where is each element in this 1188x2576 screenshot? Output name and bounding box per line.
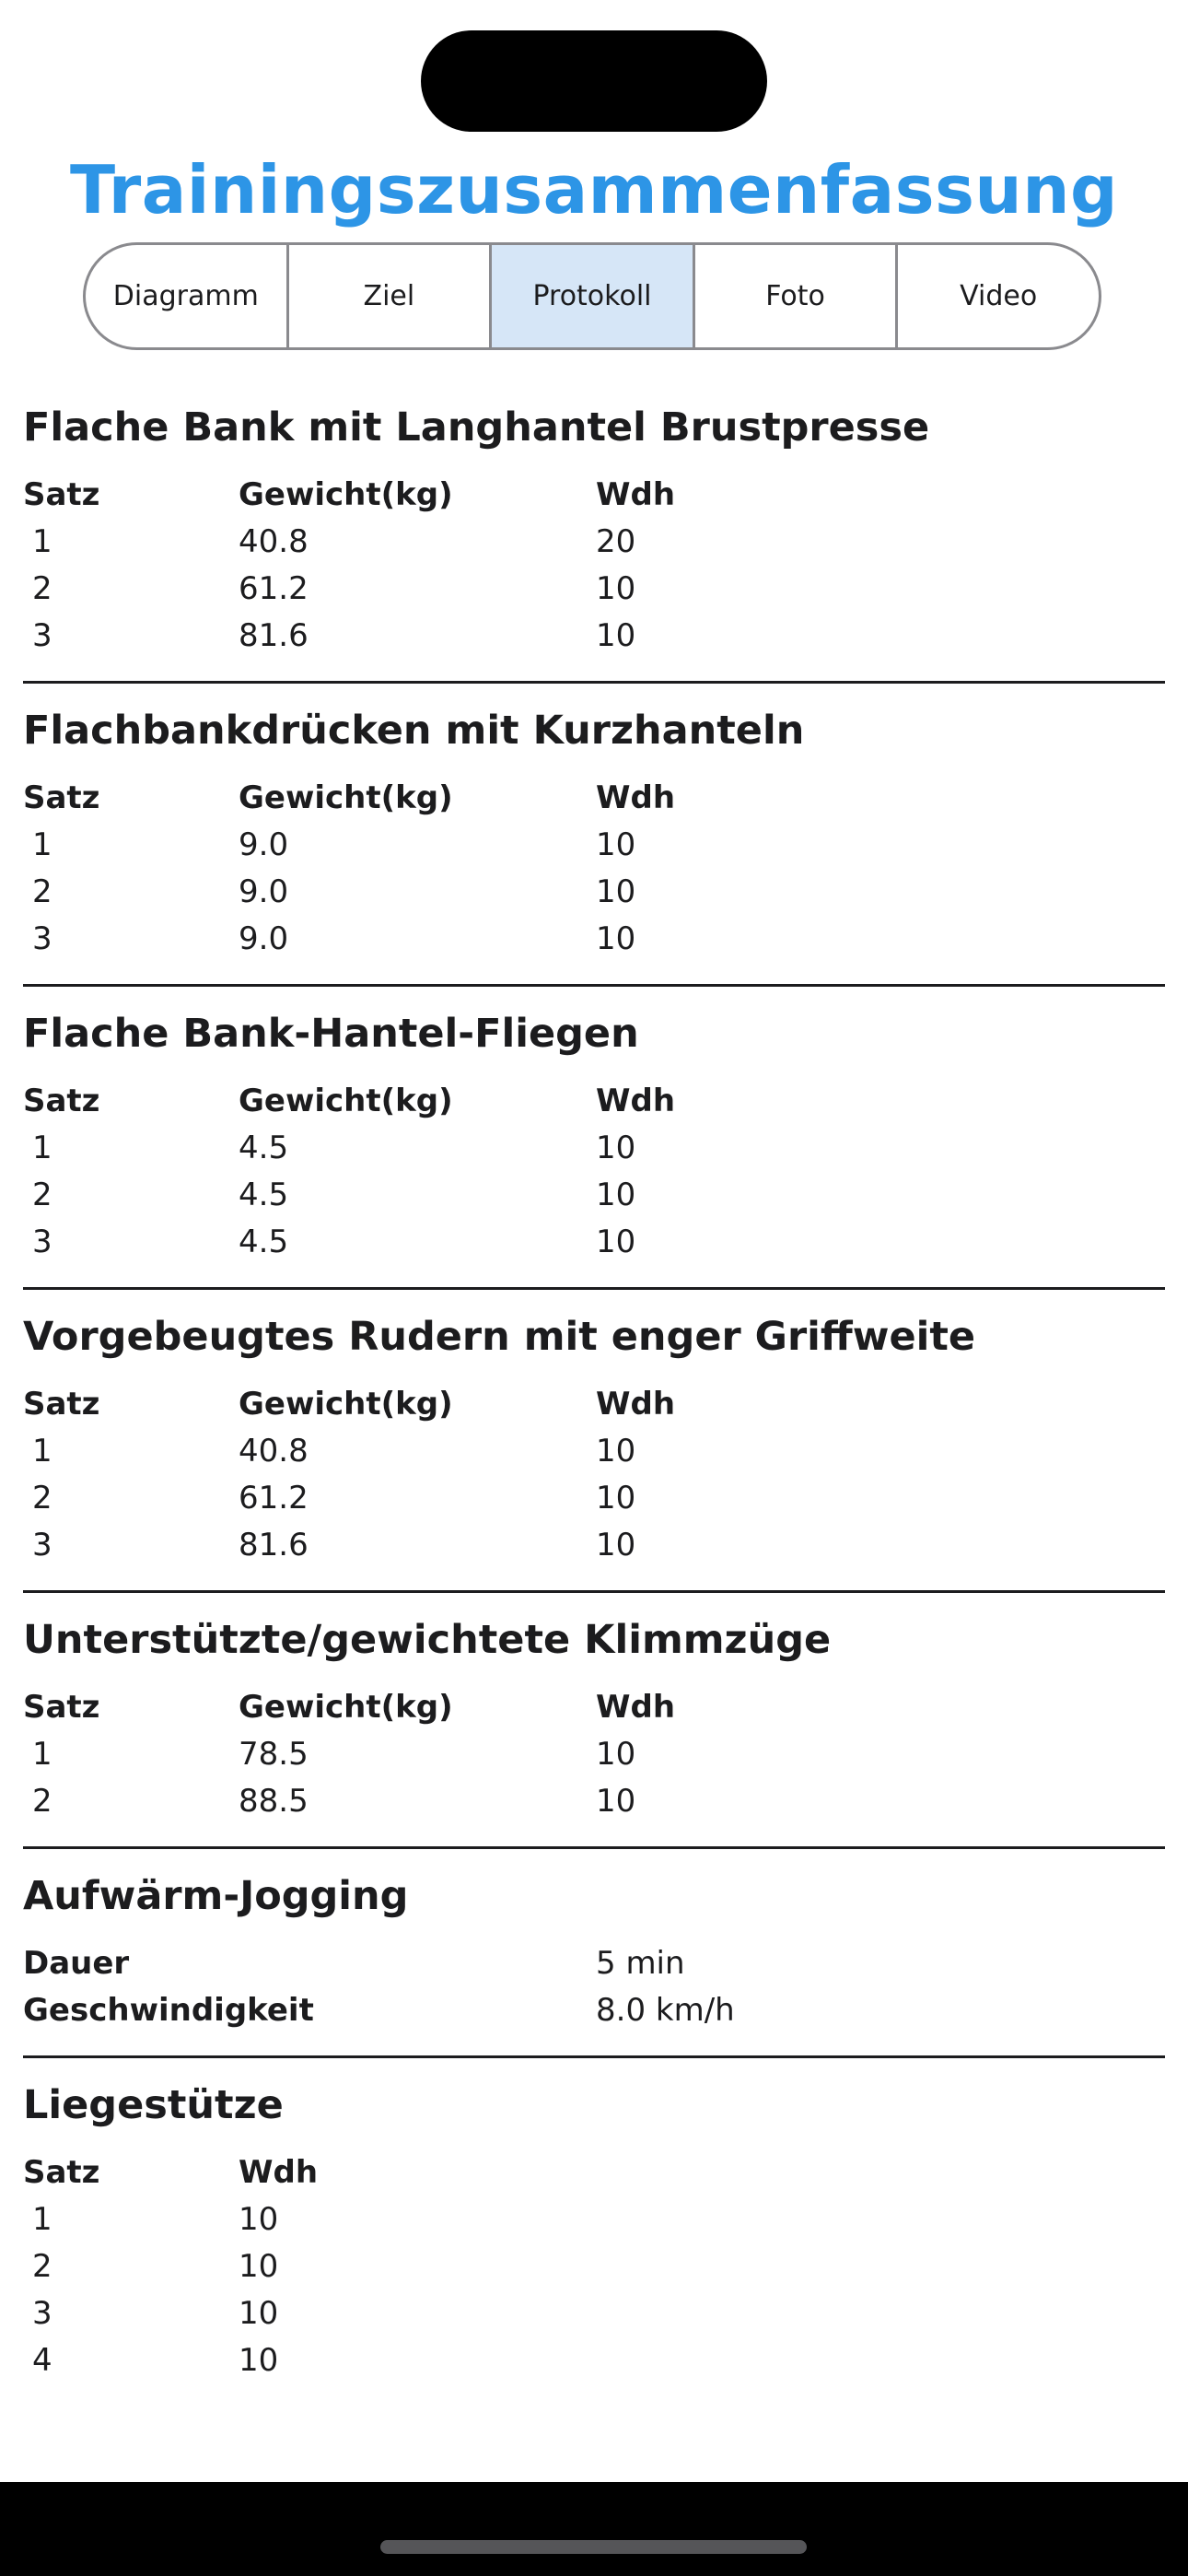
- set-number: 1: [32, 522, 52, 560]
- set-number: 1: [32, 1735, 52, 1773]
- set-number: 2: [32, 872, 52, 910]
- header-set: Satz: [23, 1082, 100, 1119]
- table-row: [23, 2242, 1165, 2289]
- set-reps: 10: [596, 1432, 636, 1469]
- set-weight: 61.2: [239, 1479, 309, 1516]
- set-number: 1: [32, 1129, 52, 1166]
- table-row: [23, 1427, 1165, 1474]
- table-header: [23, 2149, 1165, 2195]
- set-reps: 10: [596, 919, 636, 957]
- table-row: [23, 1521, 1165, 1568]
- set-number: 2: [32, 1479, 52, 1516]
- exercise-section: [23, 1007, 1165, 1290]
- speed-label: Geschwindigkeit: [23, 1991, 314, 2029]
- page-title: Trainingszusammenfassung: [70, 151, 1118, 228]
- set-weight: 78.5: [239, 1735, 309, 1773]
- bottom-bar: [0, 2482, 1188, 2576]
- table-row: [23, 1730, 1165, 1777]
- workout-log: [23, 392, 1165, 2404]
- table-header: [23, 774, 1165, 821]
- table-row: [23, 2195, 1165, 2242]
- tab-foto[interactable]: Foto: [695, 245, 899, 347]
- set-weight: 88.5: [239, 1782, 309, 1820]
- exercise-title: Aufwärm-Jogging: [23, 1873, 409, 1919]
- table-row: [23, 915, 1165, 962]
- table-row: [23, 2336, 1165, 2383]
- speed-row: [23, 1986, 1165, 2033]
- set-weight: 4.5: [239, 1129, 289, 1166]
- exercise-section: [23, 1613, 1165, 1849]
- set-reps: 10: [596, 872, 636, 910]
- set-reps: 10: [596, 616, 636, 654]
- home-indicator[interactable]: [380, 2540, 807, 2554]
- table-row: [23, 1777, 1165, 1824]
- set-reps: 10: [596, 1782, 636, 1820]
- set-reps: 10: [596, 1223, 636, 1260]
- table-row: [23, 612, 1165, 659]
- set-reps: 10: [596, 825, 636, 863]
- set-weight: 4.5: [239, 1223, 289, 1260]
- exercise-section: [23, 2078, 1165, 2383]
- cardio-section: [23, 1869, 1165, 2058]
- table-row: [23, 1124, 1165, 1171]
- set-reps: 10: [239, 2247, 279, 2285]
- set-reps: 10: [239, 2200, 279, 2238]
- speed-value: 8.0 km/h: [596, 1991, 735, 2029]
- exercise-title: Flache Bank mit Langhantel Brustpresse: [23, 404, 930, 451]
- header-reps: Wdh: [596, 475, 676, 513]
- set-number: 3: [32, 1526, 52, 1563]
- tab-diagramm[interactable]: Diagramm: [86, 245, 289, 347]
- set-number: 2: [32, 569, 52, 607]
- set-reps: 10: [596, 1479, 636, 1516]
- header-reps: Wdh: [596, 779, 676, 816]
- set-weight: 81.6: [239, 616, 309, 654]
- exercise-title: Flache Bank-Hantel-Fliegen: [23, 1011, 639, 1057]
- set-weight: 9.0: [239, 825, 289, 863]
- exercise-section: [23, 704, 1165, 987]
- set-weight: 40.8: [239, 522, 309, 560]
- set-weight: 40.8: [239, 1432, 309, 1469]
- set-weight: 81.6: [239, 1526, 309, 1563]
- table-row: [23, 868, 1165, 915]
- header-reps: Wdh: [596, 1385, 676, 1423]
- set-number: 1: [32, 2200, 52, 2238]
- header-set: Satz: [23, 1385, 100, 1423]
- header-weight: Gewicht(kg): [239, 1385, 453, 1423]
- set-number: 3: [32, 1223, 52, 1260]
- set-reps: 10: [239, 2341, 279, 2379]
- set-reps: 10: [596, 569, 636, 607]
- exercise-title: Liegestütze: [23, 2082, 284, 2128]
- segmented-tabs: [83, 242, 1101, 350]
- tab-video[interactable]: Video: [960, 280, 1038, 312]
- duration-label: Dauer: [23, 1944, 130, 1982]
- table-row: [23, 1171, 1165, 1218]
- set-number: 2: [32, 1176, 52, 1213]
- header-weight: Gewicht(kg): [239, 475, 453, 513]
- set-reps: 10: [596, 1526, 636, 1563]
- header-weight: Gewicht(kg): [239, 779, 453, 816]
- table-row: [23, 565, 1165, 612]
- table-row: [23, 1474, 1165, 1521]
- set-number: 2: [32, 1782, 52, 1820]
- set-reps: 20: [596, 522, 636, 560]
- set-reps: 10: [596, 1129, 636, 1166]
- table-header: [23, 1683, 1165, 1730]
- set-number: 1: [32, 825, 52, 863]
- tab-ziel[interactable]: Ziel: [289, 245, 493, 347]
- table-row: [23, 2289, 1165, 2336]
- table-header: [23, 1077, 1165, 1124]
- header-set: Satz: [23, 475, 100, 513]
- set-weight: 61.2: [239, 569, 309, 607]
- set-weight: 9.0: [239, 919, 289, 957]
- set-reps: 10: [596, 1176, 636, 1213]
- dynamic-island: [421, 30, 767, 132]
- header-weight: Gewicht(kg): [239, 1082, 453, 1119]
- table-header: [23, 1380, 1165, 1427]
- table-row: [23, 821, 1165, 868]
- set-number: 3: [32, 919, 52, 957]
- header-set: Satz: [23, 2153, 100, 2191]
- table-header: [23, 471, 1165, 518]
- exercise-title: Flachbankdrücken mit Kurzhanteln: [23, 708, 805, 754]
- set-reps: 10: [596, 1735, 636, 1773]
- set-number: 1: [32, 1432, 52, 1469]
- set-number: 3: [32, 616, 52, 654]
- set-weight: 4.5: [239, 1176, 289, 1213]
- header-set: Satz: [23, 1688, 100, 1726]
- set-number: 4: [32, 2341, 52, 2379]
- header-reps: Wdh: [239, 2153, 319, 2191]
- set-number: 2: [32, 2247, 52, 2285]
- table-row: [23, 518, 1165, 565]
- set-weight: 9.0: [239, 872, 289, 910]
- header-weight: Gewicht(kg): [239, 1688, 453, 1726]
- exercise-section: [23, 401, 1165, 684]
- table-row: [23, 1218, 1165, 1265]
- exercise-title: Vorgebeugtes Rudern mit enger Griffweite: [23, 1314, 976, 1360]
- duration-row: [23, 1939, 1165, 1986]
- set-number: 3: [32, 2294, 52, 2332]
- set-reps: 10: [239, 2294, 279, 2332]
- header-reps: Wdh: [596, 1082, 676, 1119]
- duration-value: 5 min: [596, 1944, 685, 1982]
- exercise-section: [23, 1310, 1165, 1593]
- tab-protokoll[interactable]: Protokoll: [492, 245, 695, 347]
- header-set: Satz: [23, 779, 100, 816]
- header-reps: Wdh: [596, 1688, 676, 1726]
- exercise-title: Unterstützte/gewichtete Klimmzüge: [23, 1617, 832, 1663]
